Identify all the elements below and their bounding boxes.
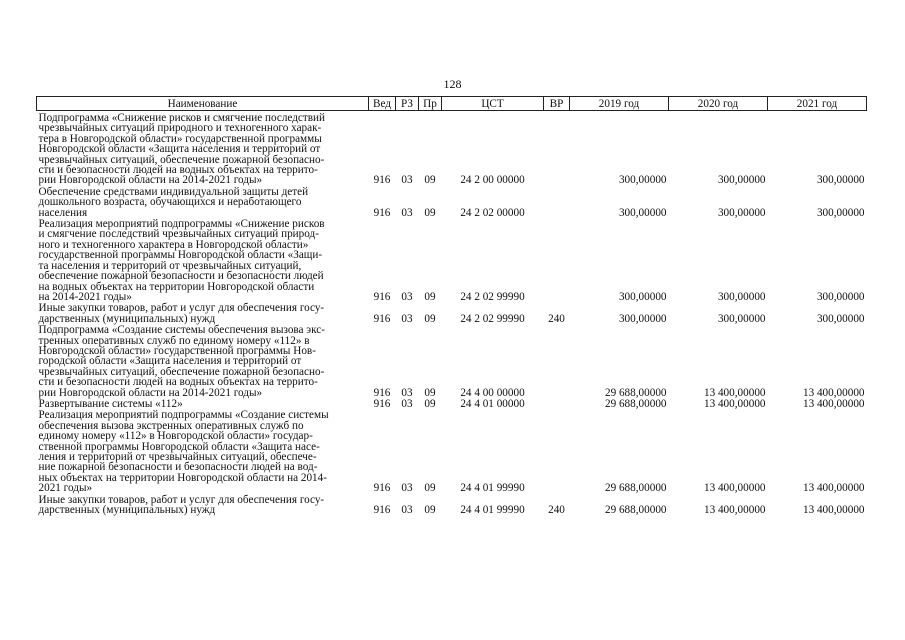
rz-cell: 03: [401, 312, 413, 325]
ved-cell: 916: [373, 386, 391, 399]
row-name-line: Реализация мероприятий подпрограммы «Снижение рисков: [38, 218, 325, 231]
table-row: [37, 410, 867, 494]
column-header-vr: ВР: [544, 97, 570, 111]
row-name-line: сти и безопасности людей на водных объектах на террито-: [38, 376, 318, 389]
row-name-line: чрезвычайных ситуаций, обеспечение пожарной безопасно-: [38, 153, 325, 166]
row-name-line: обеспечение пожарной безопасности и безопасности людей: [38, 270, 324, 283]
cst-cell: 24 4 00 00000: [460, 386, 525, 399]
amount-2021-cell: 13 400,00000: [802, 504, 865, 517]
row-name-cell: [37, 303, 369, 325]
row-name-line: сти и безопасности людей на водных объектах на террито-: [38, 164, 318, 177]
row-name-line: тера в Новгородской области» государственной программы: [38, 132, 322, 145]
row-name-line: ных объектах на территории Новгородской области на 2014-: [38, 471, 327, 484]
amount-2020-cell: 13 400,00000: [703, 397, 766, 410]
amount-2019-cell: 29 688,00000: [604, 386, 667, 399]
table-row: [37, 219, 867, 303]
amount-2020-cell: 300,00000: [717, 206, 766, 219]
row-name-line: на 2014-2021 годы»: [38, 290, 132, 303]
pr-cell: 09: [424, 174, 436, 187]
column-header-pr: Пр: [419, 97, 442, 111]
row-name-line: 2021 годы»: [38, 482, 93, 495]
vr-cell: 240: [548, 504, 565, 517]
column-header-rz: РЗ: [396, 97, 419, 111]
column-header-name: Наименование: [37, 97, 369, 111]
row-name-line: дарственных (муниципальных) нужд: [38, 504, 216, 517]
row-name-line: ние пожарной безопасности и безопасности людей на вод-: [38, 461, 318, 474]
pr-cell: 09: [424, 386, 436, 399]
rz-cell: 03: [401, 504, 413, 517]
cst-cell: 24 2 02 00000: [460, 206, 525, 219]
cst-cell: 24 2 00 00000: [460, 174, 525, 187]
table-row: [37, 495, 867, 517]
row-name-cell: [37, 111, 369, 187]
row-name-cell: [37, 495, 369, 517]
ved-cell: 916: [373, 290, 391, 303]
table-body: [37, 111, 867, 517]
row-name-line: Иные закупки товаров, работ и услуг для обеспечения госу-: [38, 493, 325, 506]
row-name-cell: [37, 187, 369, 219]
row-name-line: единому номеру «112» в Новгородской области» государ-: [38, 430, 313, 443]
cst-cell: 24 4 01 99990: [460, 504, 525, 517]
vr-cell: [544, 325, 570, 399]
ved-cell: 916: [373, 206, 391, 219]
row-name-line: Развертывание системы «112»: [38, 397, 183, 410]
rz-cell: 03: [401, 206, 413, 219]
pr-cell: 09: [424, 312, 436, 325]
vr-cell: [544, 111, 570, 187]
row-name-line: государственной программы Новгородской области «Защи-: [38, 249, 323, 262]
pr-cell: 09: [424, 482, 436, 495]
row-name-line: рии Новгородской области на 2014-2021 годы»: [38, 386, 263, 399]
row-name-line: ного и техногенного характера в Новгородской области»: [38, 238, 309, 251]
rz-cell: 03: [401, 482, 413, 495]
budget-table: [36, 96, 867, 516]
column-header-2020: 2020 год: [669, 97, 768, 111]
row-name-line: рии Новгородской области на 2014-2021 годы»: [38, 174, 263, 187]
row-name-line: Новгородской области «Защита населения и территорий от: [38, 143, 321, 156]
column-header-ved: Вед: [369, 97, 396, 111]
table-row: [37, 111, 867, 187]
page-number: 128: [443, 77, 462, 91]
amount-2020-cell: 13 400,00000: [703, 482, 766, 495]
row-name-line: обеспечения вызова экстренных оперативных служб по: [38, 419, 304, 432]
amount-2019-cell: 29 688,00000: [604, 482, 667, 495]
column-header-2019: 2019 год: [570, 97, 669, 111]
pr-cell: 09: [424, 504, 436, 517]
rz-cell: 03: [401, 290, 413, 303]
amount-2020-cell: 13 400,00000: [703, 504, 766, 517]
amount-2019-cell: 300,00000: [618, 174, 667, 187]
ved-cell: 916: [373, 174, 391, 187]
row-name-line: та населения и территорий от чрезвычайных ситуаций,: [38, 259, 302, 272]
vr-cell: 240: [548, 312, 565, 325]
amount-2021-cell: 13 400,00000: [802, 397, 865, 410]
pr-cell: 09: [424, 206, 436, 219]
row-name-line: населения: [38, 206, 88, 219]
amount-2019-cell: 300,00000: [618, 290, 667, 303]
vr-cell: [544, 187, 570, 219]
rz-cell: 03: [401, 174, 413, 187]
ved-cell: 916: [373, 482, 391, 495]
row-name-line: чрезвычайных ситуаций, обеспечение пожарной безопасно-: [38, 365, 325, 378]
table-row: [37, 303, 867, 325]
rz-cell: 03: [401, 397, 413, 410]
row-name-line: Подпрограмма «Создание системы обеспечения вызова экс-: [38, 324, 325, 337]
ved-cell: 916: [373, 397, 391, 410]
ved-cell: 916: [373, 312, 391, 325]
row-name-line: городской области «Защита населения и территорий от: [38, 355, 302, 368]
row-name-line: чрезвычайных ситуаций природного и техногенного харак-: [38, 122, 322, 135]
row-name-line: ления и территорий от чрезвычайных ситуаций, обеспече-: [38, 451, 317, 463]
cst-cell: 24 2 02 99990: [460, 312, 525, 325]
amount-2021-cell: 300,00000: [816, 290, 865, 303]
row-name-line: Новгородской области» государственной программы Нов-: [38, 344, 316, 357]
amount-2019-cell: 29 688,00000: [604, 504, 667, 517]
amount-2019-cell: 300,00000: [618, 312, 667, 325]
amount-2019-cell: 29 688,00000: [604, 397, 667, 410]
amount-2021-cell: 13 400,00000: [802, 386, 865, 399]
amount-2020-cell: 13 400,00000: [703, 386, 766, 399]
amount-2020-cell: 300,00000: [717, 312, 766, 325]
row-name-line: Реализация мероприятий подпрограммы «Создание системы: [38, 409, 329, 422]
pr-cell: 09: [424, 397, 436, 410]
row-name-cell: [37, 410, 369, 494]
amount-2021-cell: 300,00000: [816, 174, 865, 187]
column-header-2021: 2021 год: [768, 97, 867, 111]
row-name-cell: [37, 325, 369, 399]
cst-cell: 24 4 01 99990: [460, 482, 525, 495]
row-name-line: на водных объектах на территории Новгородской области: [38, 280, 315, 293]
cst-cell: 24 2 02 99990: [460, 290, 525, 303]
table-header-row: [37, 97, 867, 111]
amount-2021-cell: 300,00000: [816, 312, 865, 325]
row-name-line: Подпрограмма «Снижение рисков и смягчение последствий: [38, 112, 326, 124]
ved-cell: 916: [373, 504, 391, 517]
table-row: [37, 325, 867, 399]
amount-2021-cell: 13 400,00000: [802, 482, 865, 495]
row-name-line: дарственных (муниципальных) нужд: [38, 312, 216, 325]
column-header-cst: ЦСТ: [442, 97, 544, 111]
amount-2019-cell: 300,00000: [618, 206, 667, 219]
row-name-cell: [37, 219, 369, 303]
row-name-line: ственной программы Новгородской области «Защита насе-: [38, 440, 320, 453]
table-row: [37, 187, 867, 219]
vr-cell: [544, 219, 570, 303]
pr-cell: 09: [424, 290, 436, 303]
vr-cell: [544, 410, 570, 494]
amount-2020-cell: 300,00000: [717, 174, 766, 187]
row-name-line: Обеспечение средствами индивидуальной защиты детей: [38, 185, 309, 198]
row-name-line: тренных оперативных служб по единому номеру «112» в: [38, 334, 310, 347]
amount-2020-cell: 300,00000: [717, 290, 766, 303]
row-name-line: и смягчение последствий чрезвычайных ситуаций природ-: [38, 228, 319, 241]
vr-cell: [544, 399, 570, 410]
rz-cell: 03: [401, 386, 413, 399]
row-name-line: Иные закупки товаров, работ и услуг для обеспечения госу-: [38, 302, 325, 315]
amount-2021-cell: 300,00000: [816, 206, 865, 219]
row-name-line: дошкольного возраста, обучающихся и неработающего: [38, 196, 302, 209]
cst-cell: 24 4 01 00000: [460, 397, 525, 410]
